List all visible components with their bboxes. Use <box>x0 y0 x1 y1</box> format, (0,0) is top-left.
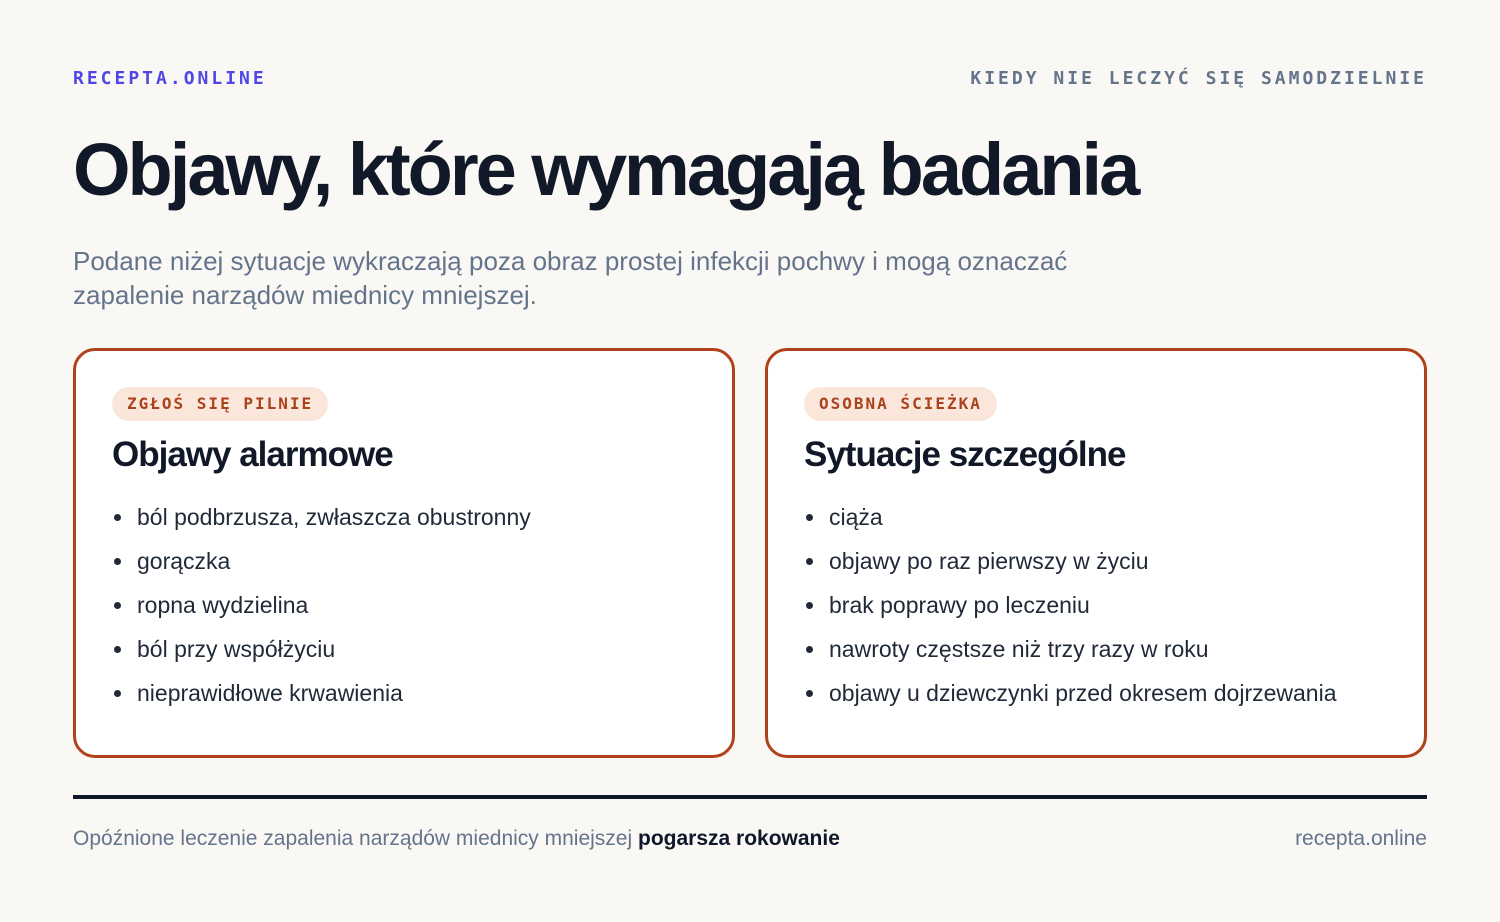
list-item-label: nawroty częstsze niż trzy razy w roku <box>829 636 1209 662</box>
list-item <box>804 635 1337 679</box>
bullet-icon <box>114 558 121 565</box>
symptom-list <box>112 503 531 723</box>
list-item-label: ciąża <box>829 504 883 530</box>
section-label: KIEDY NIE LECZYĆ SIĘ SAMODZIELNIE <box>970 68 1427 89</box>
page-title: Objawy, które wymagają badania <box>73 128 1138 211</box>
list-item-label: ból podbrzusza, zwłaszcza obustronny <box>137 504 531 530</box>
footer-site-link[interactable]: recepta.online <box>1295 827 1427 850</box>
brand-logo[interactable]: RECEPTA.ONLINE <box>73 68 267 89</box>
list-item <box>804 547 1337 591</box>
list-item <box>804 503 1337 547</box>
list-item-label: nieprawidłowe krwawienia <box>137 680 403 706</box>
page-subtitle: Podane niżej sytuacje wykraczają poza obraz prostej infekcji pochwy i mogą oznaczać zapalenie narządów miednicy mniejszej. <box>73 246 1068 310</box>
list-item <box>112 547 531 591</box>
bullet-icon <box>114 646 121 653</box>
bullet-icon <box>806 602 813 609</box>
list-item-label: objawy po raz pierwszy w życiu <box>829 548 1149 574</box>
bullet-icon <box>806 558 813 565</box>
list-item <box>804 591 1337 635</box>
situation-list <box>804 503 1337 723</box>
list-item <box>112 503 531 547</box>
card-alarm-symptoms <box>73 348 735 758</box>
footer-divider <box>73 795 1427 799</box>
bullet-icon <box>114 690 121 697</box>
card-special-situations <box>765 348 1427 758</box>
page <box>73 0 1427 922</box>
top-bar <box>73 68 1427 92</box>
list-item <box>804 679 1337 723</box>
bullet-icon <box>114 514 121 521</box>
list-item-label: ropna wydzielina <box>137 592 309 618</box>
card-title: Sytuacje szczególne <box>804 435 1126 474</box>
bullet-icon <box>114 602 121 609</box>
footer-note-text: Opóźnione leczenie zapalenia narządów miednicy mniejszej <box>73 827 633 850</box>
list-item-label: ból przy współżyciu <box>137 636 336 662</box>
bullet-icon <box>806 690 813 697</box>
list-item <box>112 635 531 679</box>
urgent-badge: ZGŁOŚ SIĘ PILNIE <box>112 387 328 421</box>
separate-path-badge: OSOBNA ŚCIEŻKA <box>804 387 997 421</box>
list-item-label: brak poprawy po leczeniu <box>829 592 1090 618</box>
footer-note-emphasis: pogarsza rokowanie <box>638 827 840 850</box>
footer-note <box>73 827 840 851</box>
list-item <box>112 591 531 635</box>
list-item <box>112 679 531 723</box>
bullet-icon <box>806 514 813 521</box>
bullet-icon <box>806 646 813 653</box>
list-item-label: gorączka <box>137 548 231 574</box>
card-title: Objawy alarmowe <box>112 435 393 474</box>
list-item-label: objawy u dziewczynki przed okresem dojrzewania <box>829 680 1337 706</box>
